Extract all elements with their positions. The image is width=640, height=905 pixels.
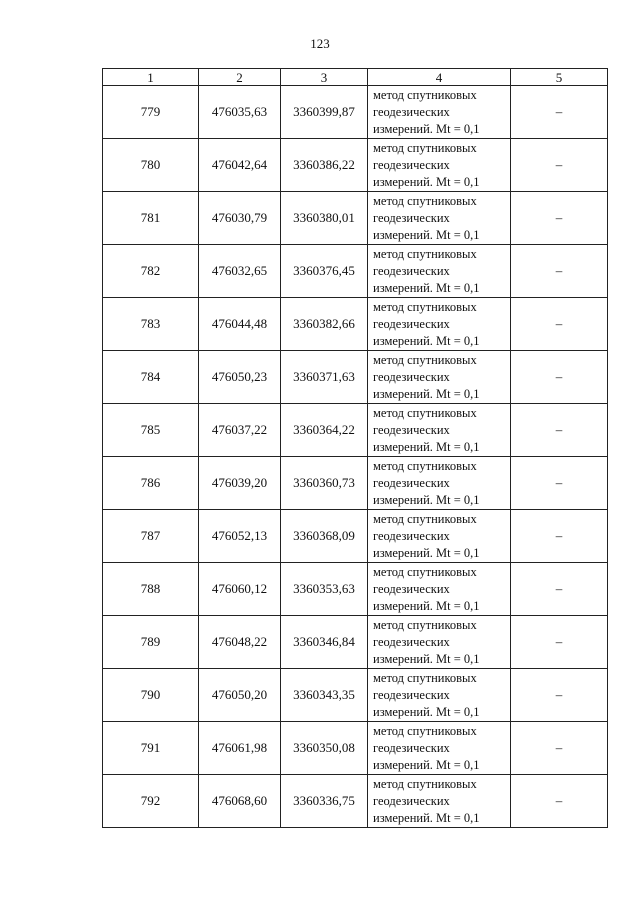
method-text-line: геодезических [373,634,450,649]
y-coordinate-cell: 3360360,73 [281,457,368,510]
method-text-line: геодезических [373,104,450,119]
table-body [103,86,608,828]
x-coordinate-cell: 476060,12 [199,563,281,616]
note-cell: – [511,775,608,828]
note-cell: – [511,139,608,192]
table-row [103,86,608,139]
method-text-line: метод спутниковых [373,246,477,261]
method-cell [368,351,511,404]
method-text-line: измерений. Mt = 0,1 [373,333,480,348]
point-id-cell: 780 [103,139,199,192]
table-row [103,457,608,510]
column-header-4: 4 [368,69,511,86]
method-text-line: метод спутниковых [373,670,477,685]
note-cell: – [511,245,608,298]
method-text-line: геодезических [373,581,450,596]
method-text-line: измерений. Mt = 0,1 [373,121,480,136]
method-text-line: измерений. Mt = 0,1 [373,280,480,295]
point-id-cell: 779 [103,86,199,139]
table-row [103,245,608,298]
y-coordinate-cell: 3360350,08 [281,722,368,775]
method-text-line: измерений. Mt = 0,1 [373,704,480,719]
method-cell [368,139,511,192]
point-id-cell: 789 [103,616,199,669]
x-coordinate-cell: 476061,98 [199,722,281,775]
point-id-cell: 781 [103,192,199,245]
point-id-cell: 784 [103,351,199,404]
method-cell [368,457,511,510]
note-cell: – [511,351,608,404]
method-text-line: метод спутниковых [373,776,477,791]
y-coordinate-cell: 3360399,87 [281,86,368,139]
method-text-line: измерений. Mt = 0,1 [373,386,480,401]
method-cell [368,616,511,669]
method-text-line: геодезических [373,263,450,278]
note-cell: – [511,86,608,139]
point-id-cell: 787 [103,510,199,563]
method-text-line: метод спутниковых [373,193,477,208]
table-row [103,139,608,192]
point-id-cell: 792 [103,775,199,828]
method-text-line: измерений. Mt = 0,1 [373,439,480,454]
table-row [103,669,608,722]
y-coordinate-cell: 3360364,22 [281,404,368,457]
method-cell [368,86,511,139]
method-text-line: измерений. Mt = 0,1 [373,492,480,507]
x-coordinate-cell: 476030,79 [199,192,281,245]
x-coordinate-cell: 476050,23 [199,351,281,404]
method-cell [368,775,511,828]
x-coordinate-cell: 476039,20 [199,457,281,510]
table-row [103,192,608,245]
method-text-line: геодезических [373,740,450,755]
method-text-line: метод спутниковых [373,87,477,102]
method-text-line: геодезических [373,210,450,225]
method-text-line: геодезических [373,475,450,490]
x-coordinate-cell: 476044,48 [199,298,281,351]
method-text-line: геодезических [373,687,450,702]
method-text-line: геодезических [373,316,450,331]
method-text-line: геодезических [373,157,450,172]
y-coordinate-cell: 3360376,45 [281,245,368,298]
table-header-row [103,69,608,86]
x-coordinate-cell: 476048,22 [199,616,281,669]
y-coordinate-cell: 3360386,22 [281,139,368,192]
method-text-line: метод спутниковых [373,723,477,738]
x-coordinate-cell: 476068,60 [199,775,281,828]
x-coordinate-cell: 476037,22 [199,404,281,457]
method-text-line: геодезических [373,793,450,808]
method-cell [368,245,511,298]
note-cell: – [511,669,608,722]
method-cell [368,563,511,616]
method-text-line: геодезических [373,528,450,543]
method-text-line: измерений. Mt = 0,1 [373,651,480,666]
column-header-1: 1 [103,69,199,86]
y-coordinate-cell: 3360368,09 [281,510,368,563]
method-text-line: измерений. Mt = 0,1 [373,810,480,825]
y-coordinate-cell: 3360336,75 [281,775,368,828]
point-id-cell: 791 [103,722,199,775]
method-text-line: метод спутниковых [373,299,477,314]
point-id-cell: 788 [103,563,199,616]
method-text-line: метод спутниковых [373,352,477,367]
method-text-line: метод спутниковых [373,405,477,420]
table-row [103,775,608,828]
note-cell: – [511,404,608,457]
method-cell [368,669,511,722]
note-cell: – [511,510,608,563]
point-id-cell: 785 [103,404,199,457]
note-cell: – [511,192,608,245]
coordinates-table [102,68,608,828]
x-coordinate-cell: 476050,20 [199,669,281,722]
note-cell: – [511,457,608,510]
point-id-cell: 783 [103,298,199,351]
table-row [103,616,608,669]
column-header-2: 2 [199,69,281,86]
column-header-3: 3 [281,69,368,86]
x-coordinate-cell: 476052,13 [199,510,281,563]
table-row [103,563,608,616]
note-cell: – [511,722,608,775]
method-text-line: геодезических [373,369,450,384]
x-coordinate-cell: 476035,63 [199,86,281,139]
table-row [103,298,608,351]
point-id-cell: 786 [103,457,199,510]
table-row [103,510,608,563]
y-coordinate-cell: 3360346,84 [281,616,368,669]
table-row [103,722,608,775]
note-cell: – [511,563,608,616]
method-cell [368,722,511,775]
method-text-line: измерений. Mt = 0,1 [373,598,480,613]
y-coordinate-cell: 3360380,01 [281,192,368,245]
column-header-5: 5 [511,69,608,86]
table-row [103,404,608,457]
y-coordinate-cell: 3360343,35 [281,669,368,722]
method-text-line: метод спутниковых [373,564,477,579]
method-text-line: метод спутниковых [373,140,477,155]
method-cell [368,510,511,563]
y-coordinate-cell: 3360371,63 [281,351,368,404]
method-text-line: измерений. Mt = 0,1 [373,227,480,242]
page-number: 123 [310,36,330,51]
table-row [103,351,608,404]
point-id-cell: 782 [103,245,199,298]
method-text-line: измерений. Mt = 0,1 [373,545,480,560]
method-text-line: метод спутниковых [373,458,477,473]
method-text-line: измерений. Mt = 0,1 [373,174,480,189]
x-coordinate-cell: 476032,65 [199,245,281,298]
y-coordinate-cell: 3360382,66 [281,298,368,351]
note-cell: – [511,298,608,351]
note-cell: – [511,616,608,669]
method-cell [368,192,511,245]
method-text-line: измерений. Mt = 0,1 [373,757,480,772]
method-cell [368,404,511,457]
x-coordinate-cell: 476042,64 [199,139,281,192]
method-text-line: метод спутниковых [373,511,477,526]
method-text-line: метод спутниковых [373,617,477,632]
method-cell [368,298,511,351]
y-coordinate-cell: 3360353,63 [281,563,368,616]
point-id-cell: 790 [103,669,199,722]
method-text-line: геодезических [373,422,450,437]
